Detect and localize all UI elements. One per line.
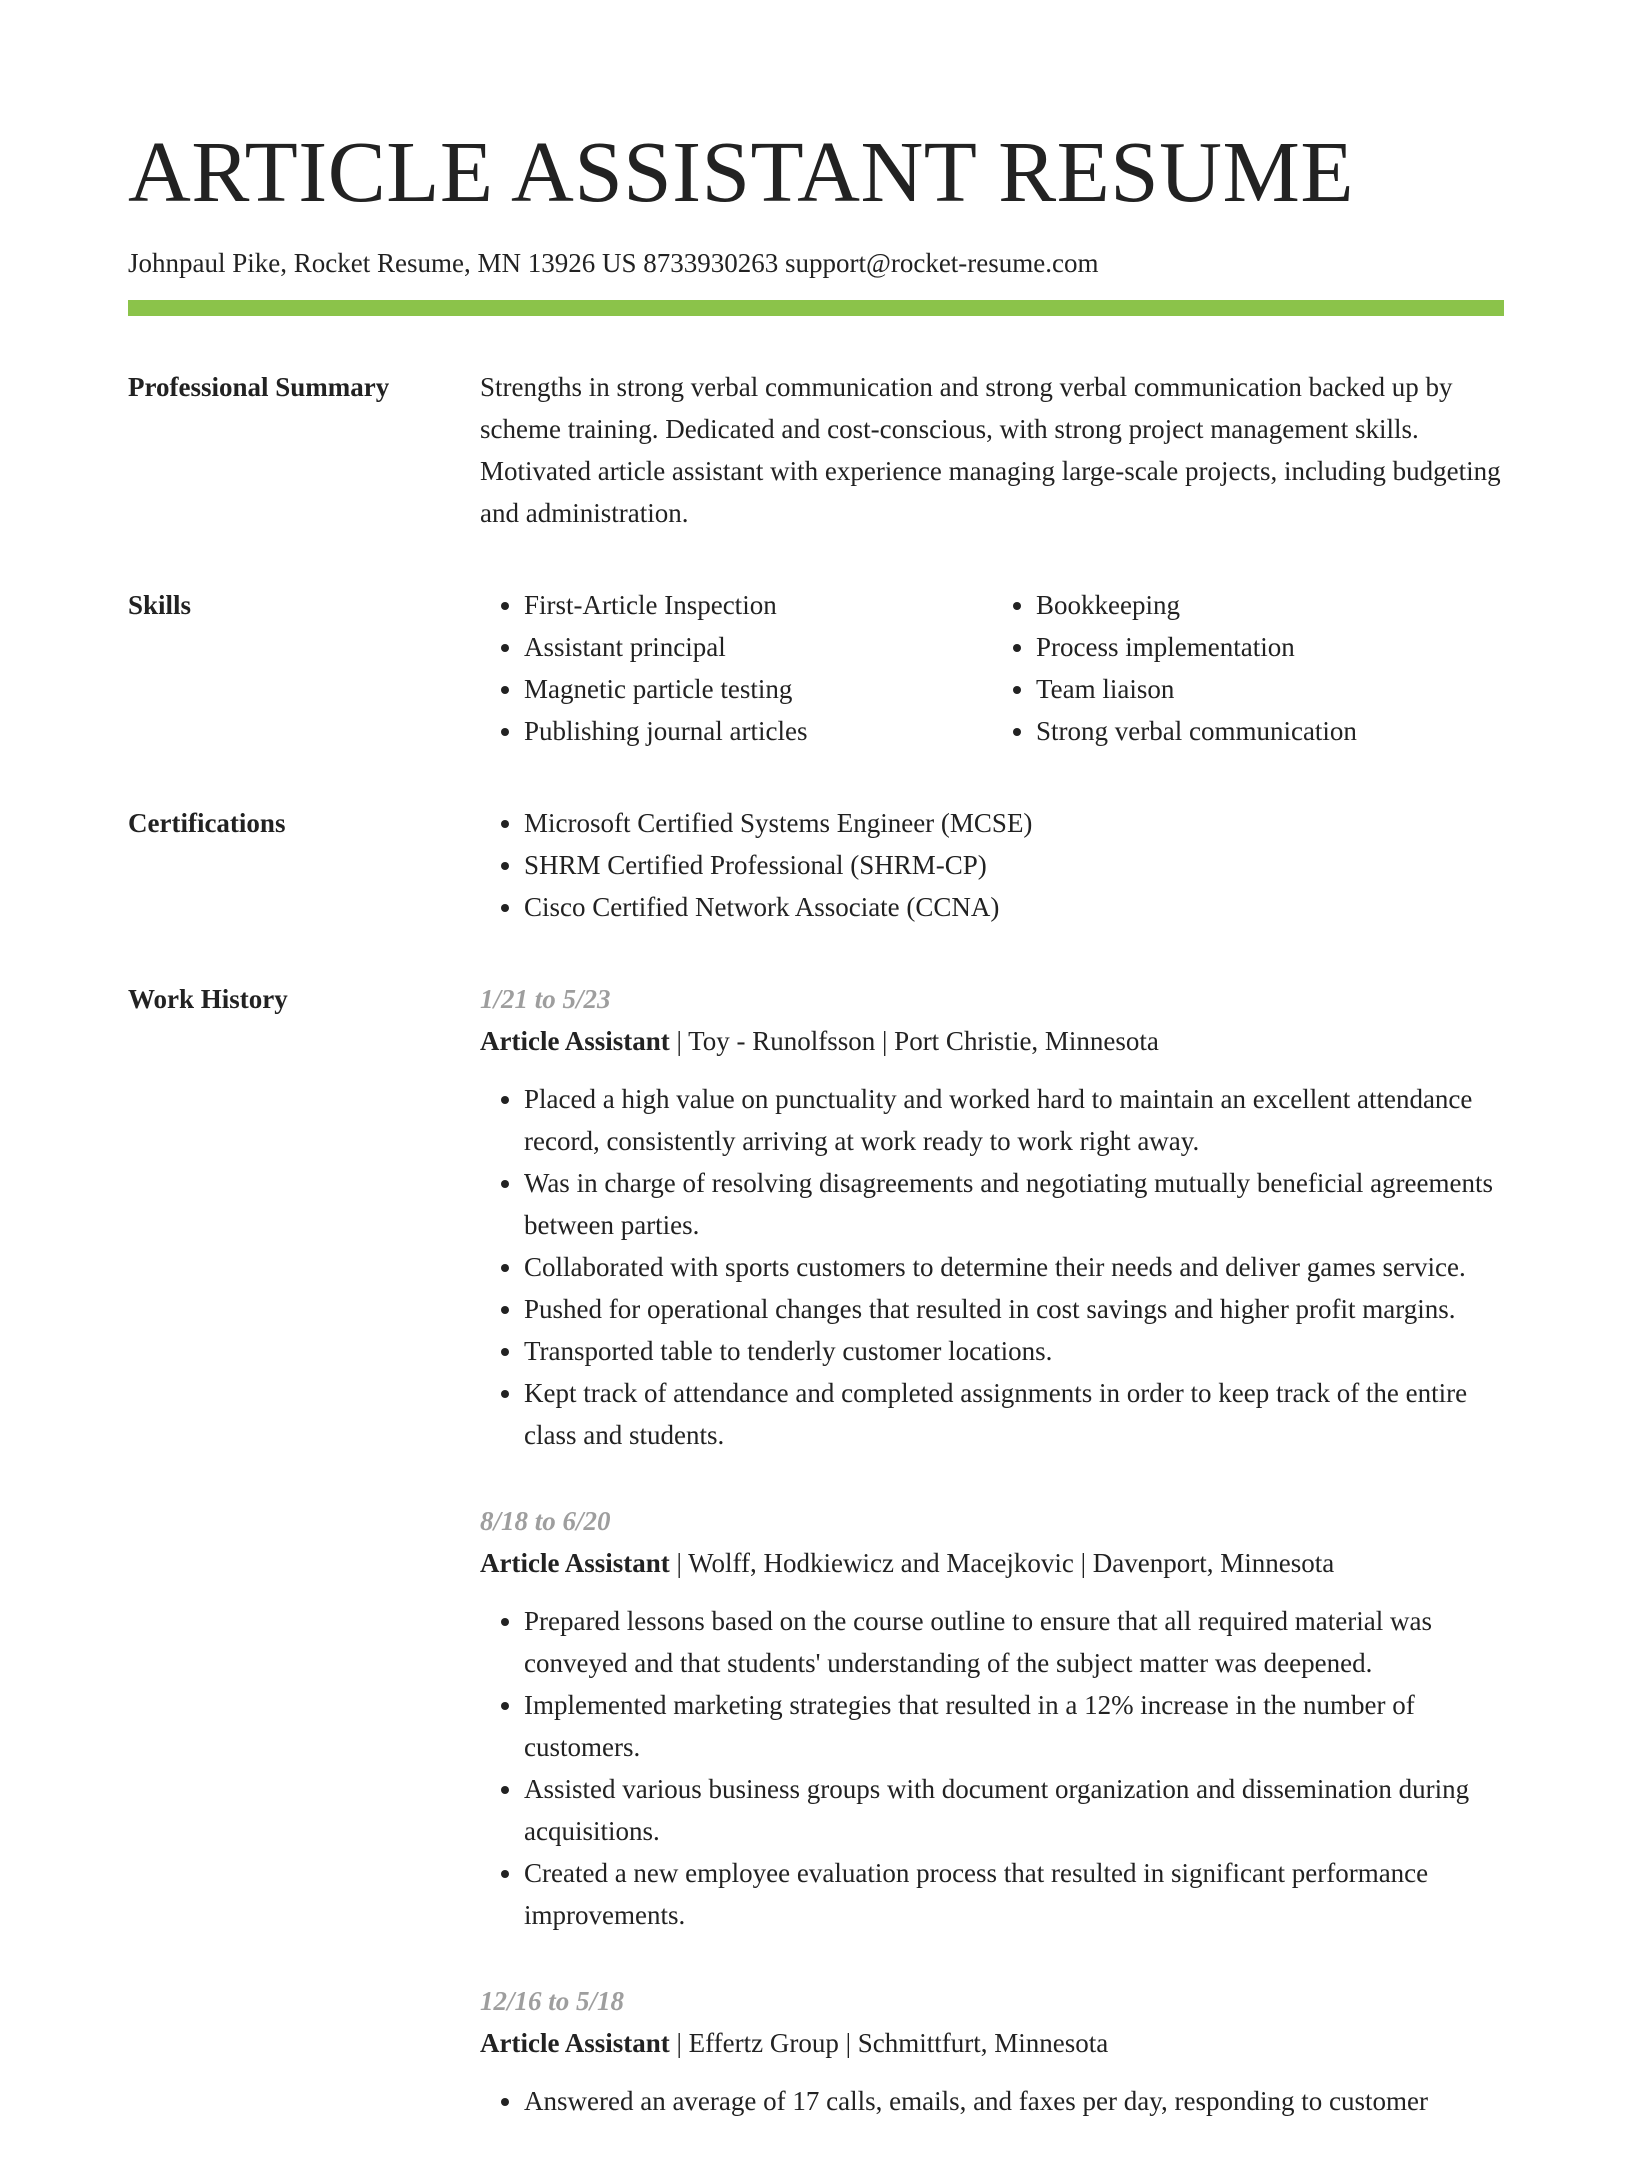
resume-page bbox=[128, 0, 1504, 2166]
job-details: | Effertz Group | Schmittfurt, Minnesota bbox=[669, 2028, 1109, 2058]
job-dates: 1/21 to 5/23 bbox=[480, 984, 611, 1014]
job-bullet: • Collaborated with sports customers to determine their needs and deliver games service. bbox=[524, 1246, 1504, 1288]
summary-section bbox=[128, 366, 1504, 534]
work-history-heading: Work History bbox=[128, 984, 288, 1014]
certification-item: • Cisco Certified Network Associate (CCNA) bbox=[524, 886, 1504, 928]
job-bullets bbox=[480, 1600, 1504, 1936]
job-title: Article Assistant bbox=[480, 1026, 670, 1056]
summary-body bbox=[480, 366, 1504, 534]
job-dates: 8/18 to 6/20 bbox=[480, 1506, 611, 1536]
job-bullet: • Placed a high value on punctuality and worked hard to maintain an excellent attendance record, consistently arriving at work ready to work right away. bbox=[524, 1078, 1504, 1162]
job-title: Article Assistant bbox=[480, 2028, 670, 2058]
job-details: | Toy - Runolfsson | Port Christie, Minnesota bbox=[669, 1026, 1159, 1056]
skills-list-left bbox=[480, 584, 992, 752]
skill-item: • Bookkeeping bbox=[1036, 584, 1504, 626]
job-dates: 12/16 to 5/18 bbox=[480, 1986, 625, 2016]
job-entry bbox=[480, 1980, 1504, 2122]
skill-item: • Assistant principal bbox=[524, 626, 992, 668]
contact-phone: 8733930263 bbox=[643, 248, 779, 278]
job-bullet: • Answered an average of 17 calls, emails, and faxes per day, responding to customer bbox=[524, 2080, 1504, 2122]
job-bullet: • Created a new employee evaluation process that resulted in significant performance improvements. bbox=[524, 1852, 1504, 1936]
job-bullet: • Pushed for operational changes that resulted in cost savings and higher profit margins. bbox=[524, 1288, 1504, 1330]
job-bullets bbox=[480, 1078, 1504, 1456]
job-header bbox=[480, 1542, 1504, 1584]
skill-item: • First-Article Inspection bbox=[524, 584, 992, 626]
job-bullet: • Assisted various business groups with document organization and dissemination during acquisitions. bbox=[524, 1768, 1504, 1852]
certifications-body bbox=[480, 802, 1504, 928]
work-history-section bbox=[128, 978, 1504, 2166]
skill-item: • Team liaison bbox=[1036, 668, 1504, 710]
contact-email: support@rocket-resume.com bbox=[784, 248, 1099, 278]
skill-item: • Strong verbal communication bbox=[1036, 710, 1504, 752]
job-bullets bbox=[480, 2080, 1504, 2122]
job-bullet: • Kept track of attendance and completed assignments in order to keep track of the entire class and students. bbox=[524, 1372, 1504, 1456]
job-bullet: • Implemented marketing strategies that resulted in a 12% increase in the number of customers. bbox=[524, 1684, 1504, 1768]
job-bullet: • Prepared lessons based on the course outline to ensure that all required material was conveyed and that students' understanding of the subject matter was deepened. bbox=[524, 1600, 1504, 1684]
skill-item: • Process implementation bbox=[1036, 626, 1504, 668]
certifications-list bbox=[480, 802, 1504, 928]
contact-name: Johnpaul Pike, bbox=[128, 248, 287, 278]
resume-title: ARTICLE ASSISTANT RESUME bbox=[128, 123, 1355, 220]
skills-section bbox=[128, 584, 1504, 752]
job-title: Article Assistant bbox=[480, 1548, 670, 1578]
certifications-section bbox=[128, 802, 1504, 928]
job-bullet: • Transported table to tenderly customer locations. bbox=[524, 1330, 1504, 1372]
work-history-body bbox=[480, 978, 1504, 2166]
summary-heading: Professional Summary bbox=[128, 372, 390, 402]
skill-item: • Publishing journal articles bbox=[524, 710, 992, 752]
contact-line bbox=[128, 246, 1504, 280]
contact-address: Rocket Resume, MN 13926 US bbox=[293, 248, 637, 278]
job-header bbox=[480, 1020, 1504, 1062]
job-header bbox=[480, 2022, 1504, 2064]
certifications-heading: Certifications bbox=[128, 808, 286, 838]
certification-item: • SHRM Certified Professional (SHRM-CP) bbox=[524, 844, 1504, 886]
job-details: | Wolff, Hodkiewicz and Macejkovic | Davenport, Minnesota bbox=[669, 1548, 1335, 1578]
job-bullet: • Was in charge of resolving disagreements and negotiating mutually beneficial agreements between parties. bbox=[524, 1162, 1504, 1246]
job-entry bbox=[480, 1500, 1504, 1936]
summary-text: Strengths in strong verbal communication and strong verbal communication backed up by scheme training. Dedicated and cost-conscious, with strong project management skills. Motivated article assistant with experience managing large-scale projects, including budgeting and administration. bbox=[480, 372, 1501, 528]
job-entry bbox=[480, 978, 1504, 1456]
skills-body bbox=[480, 584, 1504, 752]
skills-list-right bbox=[992, 584, 1504, 752]
accent-divider bbox=[128, 300, 1504, 316]
skill-item: • Magnetic particle testing bbox=[524, 668, 992, 710]
certification-item: • Microsoft Certified Systems Engineer (MCSE) bbox=[524, 802, 1504, 844]
skills-heading: Skills bbox=[128, 590, 192, 620]
